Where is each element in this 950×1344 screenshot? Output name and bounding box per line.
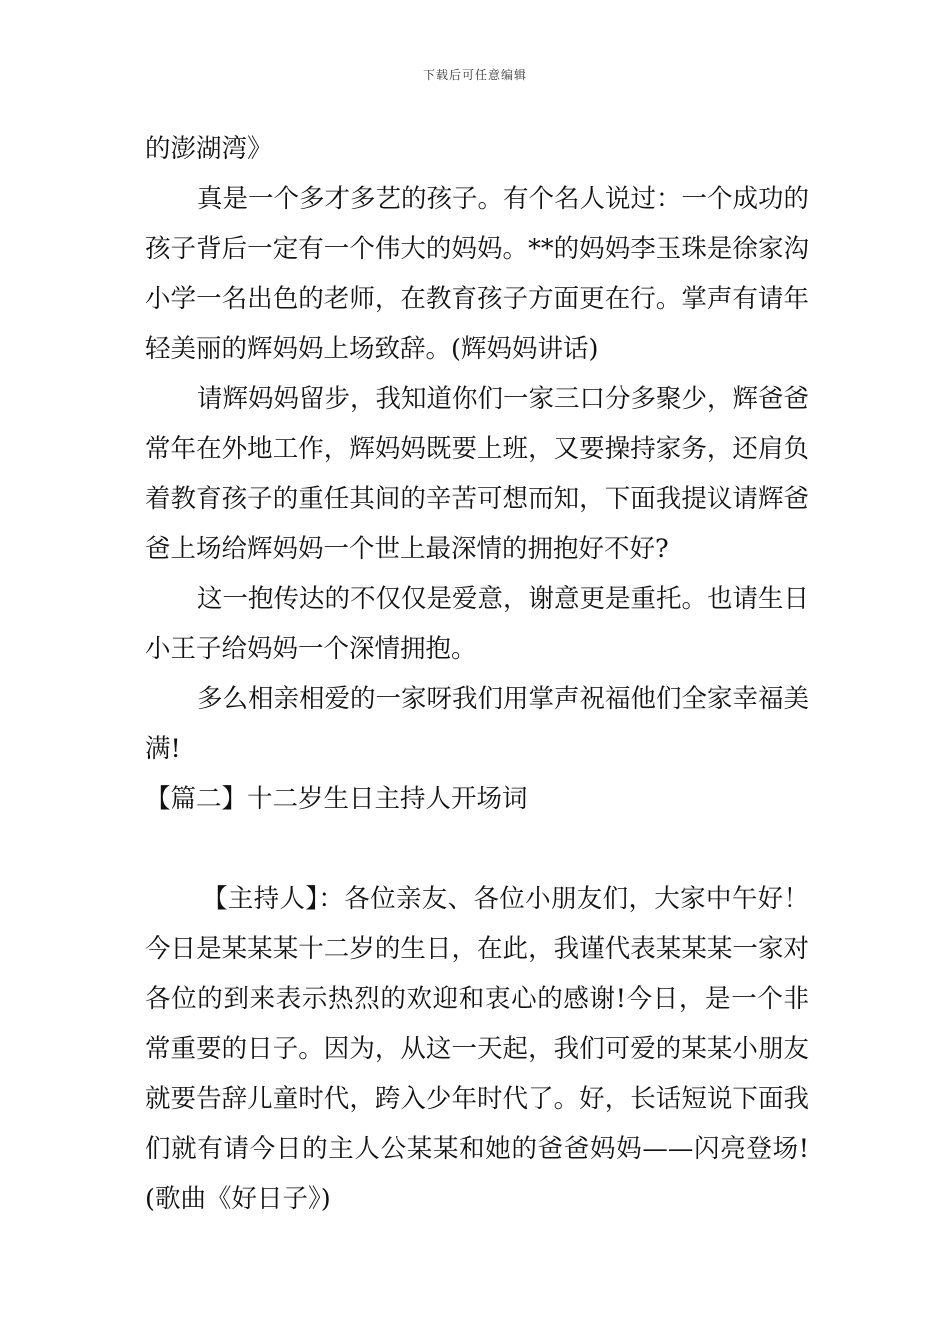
page-header: 下载后可任意编辑 <box>422 68 527 82</box>
paragraph-host-speech: 【主持人】：各位亲友、各位小朋友们，大家中午好！今日是某某某十二岁的生日，在此，我谨代表某某某一家对各位的到来表示热烈的欢迎和衷心的感谢!今日，是一个非常重要的日子。因为，从这一天起，我们可爱的某某小朋友就要告辞儿童时代，跨入少年时代了。好，长话短说下面我们就有请今日的主人公某某和她的爸爸妈妈——闪亮登场!(歌曲《好日子》) <box>145 884 809 1214</box>
blank-line <box>145 824 809 874</box>
paragraph: 真是一个多才多艺的孩子。有个名人说过：一个成功的孩子背后一定有一个伟大的妈妈。**的妈妈李玉珠是徐家沟小学一名出色的老师，在教育孩子方面更在行。掌声有请年轻美丽的辉妈妈上场致辞。(辉妈妈讲话) <box>145 184 810 364</box>
paragraph-continuation: 的澎湖湾》 <box>145 134 273 164</box>
paragraph: 多么相亲相爱的一家呀我们用掌声祝福他们全家幸福美满! <box>145 684 810 764</box>
paragraph: 这一抱传达的不仅仅是爱意，谢意更是重托。也请生日小王子给妈妈一个深情拥抱。 <box>145 584 810 664</box>
document-body <box>145 124 809 1224</box>
section-heading: 【篇二】十二岁生日主持人开场词 <box>145 784 528 814</box>
paragraph: 请辉妈妈留步，我知道你们一家三口分多聚少，辉爸爸常年在外地工作，辉妈妈既要上班，又要操持家务，还肩负着教育孩子的重任其间的辛苦可想而知，下面我提议请辉爸爸上场给辉妈妈一个世上最深情的拥抱好不好? <box>145 384 810 564</box>
